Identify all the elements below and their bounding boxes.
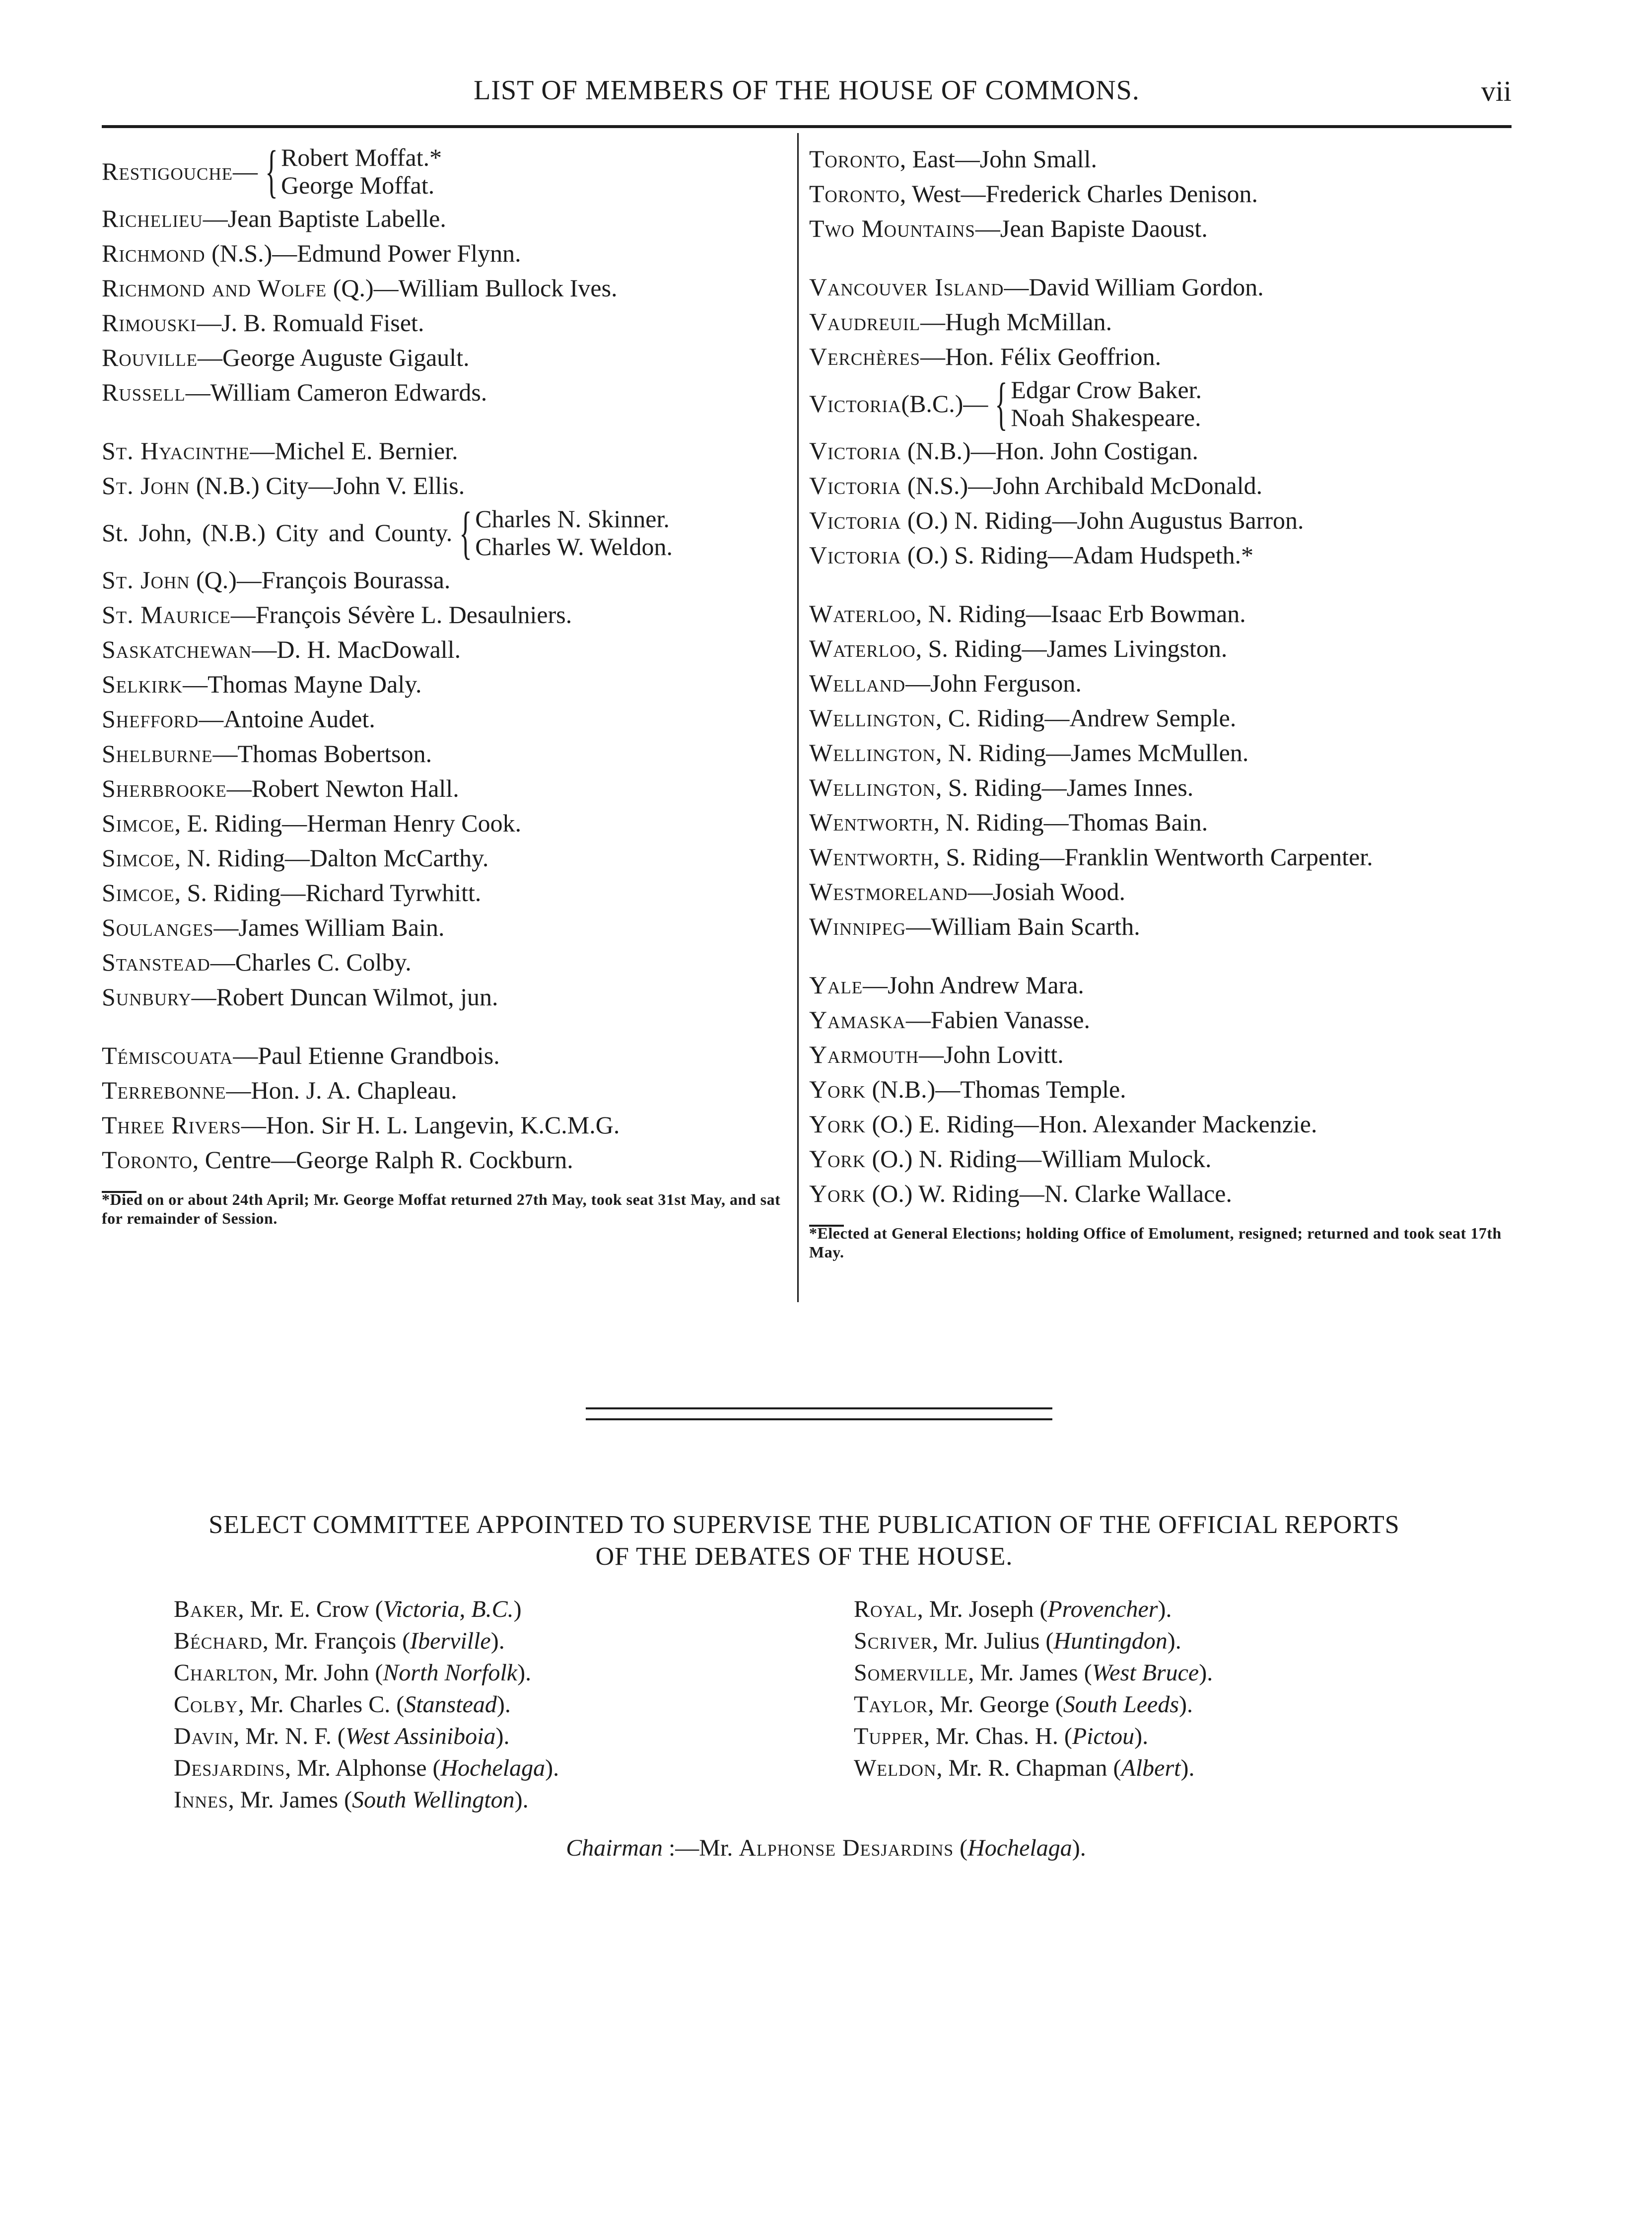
member-name: Robert Moffat.* bbox=[281, 143, 442, 171]
member-name: , Mr. Alphonse ( bbox=[285, 1755, 441, 1781]
member-name: , Mr. E. Crow ( bbox=[238, 1596, 383, 1622]
riding: Provencher bbox=[1047, 1596, 1158, 1622]
riding: Iberville bbox=[410, 1628, 491, 1654]
member-entry bbox=[809, 211, 1514, 246]
riding: Huntingdon bbox=[1053, 1628, 1168, 1654]
member-name: —William Cameron Edwards. bbox=[185, 378, 487, 406]
constituency: Yamaska bbox=[809, 1006, 906, 1034]
member-list-t bbox=[102, 1038, 789, 1177]
constituency: Rimouski bbox=[102, 309, 197, 337]
right-column bbox=[809, 141, 1514, 1261]
punctuation: ) bbox=[513, 1596, 522, 1622]
punctuation: ). bbox=[490, 1628, 505, 1654]
constituency: Stanstead bbox=[102, 948, 210, 976]
constituency: Sunbury bbox=[102, 983, 192, 1011]
constituency: Yarmouth bbox=[809, 1041, 919, 1068]
member-name: Noah Shakespeare. bbox=[1011, 404, 1201, 431]
riding: South Wellington bbox=[352, 1787, 515, 1813]
member-entry bbox=[809, 1107, 1514, 1141]
surname: Desjardins bbox=[174, 1755, 285, 1781]
constituency-suffix: (B.C.)— bbox=[901, 390, 988, 418]
constituency: Terrebonne bbox=[102, 1076, 226, 1104]
member-name: , Mr. James ( bbox=[228, 1787, 352, 1813]
member-entry bbox=[102, 840, 789, 875]
surname: Innes bbox=[174, 1787, 228, 1813]
committee-title-line: SELECT COMMITTEE APPOINTED TO SUPERVISE THE PUBLICATION OF THE OFFICIAL REPORTS bbox=[208, 1511, 1400, 1539]
member-entry bbox=[809, 1037, 1514, 1072]
constituency: Verchères bbox=[809, 343, 921, 370]
member-list-w bbox=[809, 596, 1514, 944]
member-entry bbox=[102, 771, 789, 806]
constituency: St. John, (N.B.) City and County. bbox=[102, 519, 453, 547]
member-name: —Josiah Wood. bbox=[967, 878, 1126, 905]
member-entry bbox=[102, 468, 789, 503]
member-name: , West—Frederick Charles Denison. bbox=[899, 180, 1258, 208]
constituency: Waterloo bbox=[809, 634, 916, 662]
surname: Scriver bbox=[854, 1628, 933, 1654]
member-entry bbox=[809, 596, 1514, 631]
member-entry bbox=[809, 968, 1514, 1002]
member-list-v bbox=[809, 270, 1514, 572]
member-entry bbox=[809, 503, 1514, 538]
member-name: , E. Riding—Herman Henry Cook. bbox=[174, 809, 522, 837]
member-entry bbox=[102, 236, 789, 271]
member-name: Charles N. Skinner. bbox=[475, 505, 670, 533]
chairman-label: Chairman bbox=[566, 1835, 663, 1861]
constituency: Simcoe bbox=[102, 844, 175, 872]
header-rule bbox=[102, 125, 1512, 128]
surname: Royal bbox=[854, 1596, 917, 1622]
chairman-sep: :—Mr. bbox=[662, 1835, 739, 1861]
page-number: vii bbox=[1481, 75, 1512, 107]
member-entry bbox=[102, 305, 789, 340]
member-name: —Jean Bapiste Daoust. bbox=[975, 214, 1208, 242]
committee-member bbox=[174, 1689, 794, 1721]
punctuation: ). bbox=[1179, 1691, 1193, 1718]
constituency: Témiscouata bbox=[102, 1042, 233, 1069]
member-name: , S. Riding—James Innes. bbox=[935, 773, 1194, 801]
member-name: , N. Riding—Dalton McCarthy. bbox=[174, 844, 489, 872]
brace-glyph: { bbox=[459, 500, 472, 565]
surname: Colby bbox=[174, 1691, 238, 1718]
member-entry bbox=[809, 700, 1514, 735]
member-name: —Fabien Vanasse. bbox=[905, 1006, 1091, 1034]
member-entry bbox=[102, 875, 789, 910]
member-name: , Mr. Charles C. ( bbox=[238, 1691, 405, 1718]
member-entry-st-john-city-county bbox=[102, 500, 789, 565]
punctuation: ( bbox=[954, 1835, 968, 1861]
member-name: —J. B. Romuald Fiset. bbox=[197, 309, 424, 337]
committee-chairman bbox=[0, 1834, 1652, 1862]
member-name: —Hugh McMillan. bbox=[920, 308, 1112, 336]
chairman-name: Alphonse Desjardins bbox=[739, 1835, 954, 1861]
member-name: —Robert Duncan Wilmot, jun. bbox=[191, 983, 498, 1011]
riding: Pictou bbox=[1072, 1723, 1135, 1749]
member-name: (O.) N. Riding—William Mulock. bbox=[866, 1145, 1212, 1173]
member-name: —Jean Baptiste Labelle. bbox=[203, 205, 446, 232]
punctuation: ). bbox=[514, 1787, 529, 1813]
member-name: —Michel E. Bernier. bbox=[250, 437, 458, 465]
constituency: Victoria bbox=[809, 506, 901, 534]
surname: Weldon bbox=[854, 1755, 937, 1781]
constituency: Wellington bbox=[809, 739, 936, 766]
constituency: Victoria bbox=[809, 472, 901, 499]
punctuation: ). bbox=[1134, 1723, 1149, 1749]
constituency: St. John bbox=[102, 566, 190, 594]
member-entry bbox=[102, 736, 789, 771]
member-name: , Centre—George Ralph R. Cockburn. bbox=[192, 1146, 573, 1174]
surname: Tupper bbox=[854, 1723, 924, 1749]
member-name: —James William Bain. bbox=[213, 913, 445, 941]
member-entry bbox=[809, 631, 1514, 666]
constituency: Winnipeg bbox=[809, 912, 906, 940]
riding: Hochelaga bbox=[440, 1755, 546, 1781]
committee-members-right bbox=[854, 1594, 1449, 1784]
member-name: —Charles C. Colby. bbox=[210, 948, 412, 976]
member-list-r bbox=[102, 201, 789, 410]
constituency: Wentworth bbox=[809, 843, 934, 871]
member-entry bbox=[809, 874, 1514, 909]
member-entry bbox=[102, 201, 789, 236]
constituency: Westmoreland bbox=[809, 878, 968, 905]
member-name: (N.S.)—John Archibald McDonald. bbox=[901, 472, 1263, 499]
member-entry bbox=[809, 805, 1514, 839]
member-entry bbox=[102, 375, 789, 410]
member-name: —Thomas Bobertson. bbox=[212, 740, 432, 767]
punctuation: ). bbox=[1167, 1628, 1181, 1654]
member-entry bbox=[102, 1073, 789, 1108]
member-entry bbox=[102, 1108, 789, 1142]
constituency: Waterloo bbox=[809, 600, 916, 627]
brace-glyph: { bbox=[995, 371, 1008, 436]
member-name: —Hon. Félix Geoffrion. bbox=[920, 343, 1162, 370]
member-name: (Q.)—François Bourassa. bbox=[190, 566, 451, 594]
constituency: Welland bbox=[809, 669, 906, 697]
left-column bbox=[102, 141, 789, 1228]
punctuation: ). bbox=[496, 1691, 511, 1718]
constituency: Sherbrooke bbox=[102, 774, 227, 802]
member-names bbox=[281, 143, 442, 199]
surname: Somerville bbox=[854, 1660, 968, 1686]
column-divider bbox=[797, 133, 799, 1302]
member-name: —David William Gordon. bbox=[1004, 273, 1264, 301]
page-title: LIST OF MEMBERS OF THE HOUSE OF COMMONS. bbox=[474, 75, 1140, 106]
constituency: Soulanges bbox=[102, 913, 214, 941]
member-entry bbox=[102, 979, 789, 1014]
member-name: , S. Riding—Franklin Wentworth Carpenter. bbox=[933, 843, 1373, 871]
member-entry bbox=[809, 538, 1514, 572]
constituency: Simcoe bbox=[102, 809, 175, 837]
punctuation: ). bbox=[517, 1660, 532, 1686]
constituency: St. Hyacinthe bbox=[102, 437, 250, 465]
member-name: , S. Riding—Richard Tyrwhitt. bbox=[174, 879, 482, 906]
member-name: —François Sévère L. Desaulniers. bbox=[230, 601, 572, 628]
constituency: York bbox=[809, 1180, 866, 1207]
member-entry bbox=[102, 562, 789, 597]
punctuation: ). bbox=[1158, 1596, 1172, 1622]
member-name: (O.) W. Riding—N. Clarke Wallace. bbox=[866, 1180, 1232, 1207]
constituency: Victoria bbox=[809, 437, 901, 465]
member-entry bbox=[102, 667, 789, 701]
member-name: Edgar Crow Baker. bbox=[1011, 376, 1202, 404]
punctuation: ). bbox=[495, 1723, 510, 1749]
member-name: —John Lovitt. bbox=[919, 1041, 1064, 1068]
member-entry bbox=[809, 770, 1514, 805]
member-name: , East—John Small. bbox=[899, 145, 1097, 173]
member-name: (Q.)—William Bullock Ives. bbox=[327, 274, 618, 302]
member-entry bbox=[102, 1142, 789, 1177]
surname: Taylor bbox=[854, 1691, 928, 1718]
member-name: , Mr. N. F. ( bbox=[233, 1723, 345, 1749]
committee-member bbox=[854, 1752, 1449, 1784]
member-entry bbox=[809, 339, 1514, 374]
riding: Victoria, B.C. bbox=[383, 1596, 514, 1622]
member-entry bbox=[809, 270, 1514, 304]
surname: Davin bbox=[174, 1723, 234, 1749]
member-name: , N. Riding—Isaac Erb Bowman. bbox=[915, 600, 1246, 627]
constituency: Rouville bbox=[102, 344, 198, 371]
committee-member bbox=[854, 1625, 1449, 1657]
riding: South Leeds bbox=[1063, 1691, 1179, 1718]
constituency: St. John bbox=[102, 472, 190, 499]
committee-title bbox=[94, 1509, 1514, 1573]
member-entry bbox=[102, 701, 789, 736]
constituency: Shelburne bbox=[102, 740, 213, 767]
member-name: , Mr. Julius ( bbox=[932, 1628, 1054, 1654]
member-list-t-right bbox=[809, 141, 1514, 246]
member-name: George Moffat. bbox=[281, 171, 435, 199]
member-entry bbox=[809, 666, 1514, 700]
member-entry bbox=[809, 1002, 1514, 1037]
member-name: , Mr. Joseph ( bbox=[917, 1596, 1048, 1622]
constituency: Vancouver Island bbox=[809, 273, 1004, 301]
member-list-y bbox=[809, 968, 1514, 1211]
member-entry-restigouche bbox=[102, 139, 789, 204]
member-name: —D. H. MacDowall. bbox=[252, 635, 461, 663]
constituency: Shefford bbox=[102, 705, 199, 733]
member-entry bbox=[809, 909, 1514, 944]
constituency: Wentworth bbox=[809, 808, 934, 836]
constituency: St. Maurice bbox=[102, 601, 231, 628]
committee-title-line: OF THE DEBATES OF THE HOUSE. bbox=[595, 1542, 1013, 1571]
constituency: Victoria bbox=[809, 390, 901, 418]
committee-member bbox=[854, 1594, 1449, 1625]
member-entry bbox=[809, 1176, 1514, 1211]
member-name: , N. Riding—James McMullen. bbox=[935, 739, 1249, 766]
constituency: Russell bbox=[102, 378, 186, 406]
member-name: —Thomas Mayne Daly. bbox=[183, 670, 422, 698]
member-entry bbox=[102, 271, 789, 305]
member-name: (O.) E. Riding—Hon. Alexander Mackenzie. bbox=[866, 1110, 1317, 1138]
constituency: Richelieu bbox=[102, 205, 203, 232]
member-name: —Hon. J. A. Chapleau. bbox=[226, 1076, 457, 1104]
riding: West Bruce bbox=[1092, 1660, 1199, 1686]
member-name: —William Bain Scarth. bbox=[906, 912, 1140, 940]
constituency: Richmond and Wolfe bbox=[102, 274, 327, 302]
member-name: —Hon. Sir H. L. Langevin, K.C.M.G. bbox=[241, 1111, 620, 1139]
committee-member bbox=[854, 1657, 1449, 1689]
member-name: , N. Riding—Thomas Bain. bbox=[933, 808, 1208, 836]
member-name: (O.) N. Riding—John Augustus Barron. bbox=[901, 506, 1304, 534]
committee-member bbox=[854, 1689, 1449, 1721]
punctuation: ). bbox=[1072, 1835, 1086, 1861]
member-entry bbox=[809, 468, 1514, 503]
constituency: Toronto bbox=[102, 1146, 193, 1174]
riding: West Assiniboia bbox=[345, 1723, 496, 1749]
punctuation: ). bbox=[545, 1755, 559, 1781]
member-entry bbox=[102, 597, 789, 632]
member-name: —John Ferguson. bbox=[905, 669, 1082, 697]
committee-member bbox=[174, 1625, 794, 1657]
member-entry bbox=[809, 304, 1514, 339]
constituency: Richmond bbox=[102, 239, 206, 267]
committee-member bbox=[174, 1657, 794, 1689]
chairman-riding: Hochelaga bbox=[967, 1835, 1072, 1861]
constituency: Saskatchewan bbox=[102, 635, 252, 663]
member-entry bbox=[102, 806, 789, 840]
riding: Albert bbox=[1121, 1755, 1181, 1781]
member-name: —Paul Etienne Grandbois. bbox=[233, 1042, 500, 1069]
member-name: (N.B.)—Hon. John Costigan. bbox=[901, 437, 1199, 465]
member-entry bbox=[102, 433, 789, 468]
committee-members-left bbox=[174, 1594, 794, 1816]
constituency: Simcoe bbox=[102, 879, 175, 906]
member-name: Charles W. Weldon. bbox=[475, 533, 673, 560]
member-name: , Mr. Chas. H. ( bbox=[924, 1723, 1072, 1749]
member-names bbox=[1011, 376, 1202, 431]
member-entry-victoria-bc bbox=[809, 371, 1514, 436]
member-entry bbox=[809, 433, 1514, 468]
riding: North Norfolk bbox=[383, 1660, 518, 1686]
riding: Stanstead bbox=[404, 1691, 497, 1718]
committee-member bbox=[174, 1752, 794, 1784]
member-name: —John Andrew Mara. bbox=[863, 971, 1084, 999]
constituency: York bbox=[809, 1110, 866, 1138]
committee-member bbox=[854, 1721, 1449, 1752]
constituency: Yale bbox=[809, 971, 863, 999]
member-name: —Antoine Audet. bbox=[199, 705, 375, 733]
member-name: , Mr. James ( bbox=[968, 1660, 1092, 1686]
committee-member bbox=[174, 1721, 794, 1752]
member-name: , Mr. François ( bbox=[262, 1628, 411, 1654]
surname: Béchard bbox=[174, 1628, 263, 1654]
member-entry bbox=[809, 735, 1514, 770]
member-entry bbox=[809, 141, 1514, 176]
member-name: (N.B.)—Thomas Temple. bbox=[866, 1075, 1126, 1103]
member-name: , S. Riding—James Livingston. bbox=[915, 634, 1228, 662]
footnote: *Elected at General Elections; holding Office of Emolument, resigned; returned and took seat 17th May. bbox=[809, 1224, 1502, 1261]
member-entry bbox=[809, 1141, 1514, 1176]
constituency: Wellington bbox=[809, 773, 936, 801]
constituency: Toronto bbox=[809, 145, 900, 173]
member-entry bbox=[102, 910, 789, 945]
member-entry bbox=[102, 945, 789, 979]
member-entry bbox=[809, 839, 1514, 874]
committee-member bbox=[174, 1784, 794, 1816]
page-header bbox=[102, 74, 1512, 114]
member-name: —George Auguste Gigault. bbox=[197, 344, 470, 371]
member-name: (N.S.)—Edmund Power Flynn. bbox=[205, 239, 521, 267]
member-entry bbox=[102, 632, 789, 667]
constituency: Restigouche— bbox=[102, 157, 259, 185]
section-divider-rule bbox=[586, 1418, 1052, 1420]
member-list-s bbox=[102, 433, 789, 1014]
member-name: (N.B.) City—John V. Ellis. bbox=[190, 472, 465, 499]
constituency: Wellington bbox=[809, 704, 936, 732]
constituency: Three Rivers bbox=[102, 1111, 241, 1139]
member-names bbox=[475, 505, 673, 560]
constituency: Selkirk bbox=[102, 670, 183, 698]
section-divider-rule bbox=[586, 1407, 1052, 1409]
constituency: York bbox=[809, 1075, 866, 1103]
punctuation: ). bbox=[1199, 1660, 1213, 1686]
member-name: , Mr. John ( bbox=[272, 1660, 383, 1686]
constituency: Victoria bbox=[809, 541, 901, 569]
constituency: Two Mountains bbox=[809, 214, 975, 242]
member-name: , Mr. George ( bbox=[928, 1691, 1063, 1718]
punctuation: ). bbox=[1180, 1755, 1195, 1781]
member-entry bbox=[102, 1038, 789, 1073]
constituency: Toronto bbox=[809, 180, 900, 208]
member-name: —Robert Newton Hall. bbox=[226, 774, 459, 802]
member-name: , C. Riding—Andrew Semple. bbox=[935, 704, 1237, 732]
member-name: (O.) S. Riding—Adam Hudspeth.* bbox=[901, 541, 1254, 569]
surname: Charlton bbox=[174, 1660, 273, 1686]
member-entry bbox=[809, 176, 1514, 211]
member-entry bbox=[809, 1072, 1514, 1107]
constituency: Vaudreuil bbox=[809, 308, 920, 336]
member-name: , Mr. R. Chapman ( bbox=[936, 1755, 1121, 1781]
constituency: York bbox=[809, 1145, 866, 1173]
brace-glyph: { bbox=[265, 139, 278, 204]
member-entry bbox=[102, 340, 789, 375]
committee-member bbox=[174, 1594, 794, 1625]
surname: Baker bbox=[174, 1596, 238, 1622]
footnote: *Died on or about 24th April; Mr. George Moffat returned 27th May, took seat 31st May, and sat for remainder of Session. bbox=[102, 1190, 781, 1227]
